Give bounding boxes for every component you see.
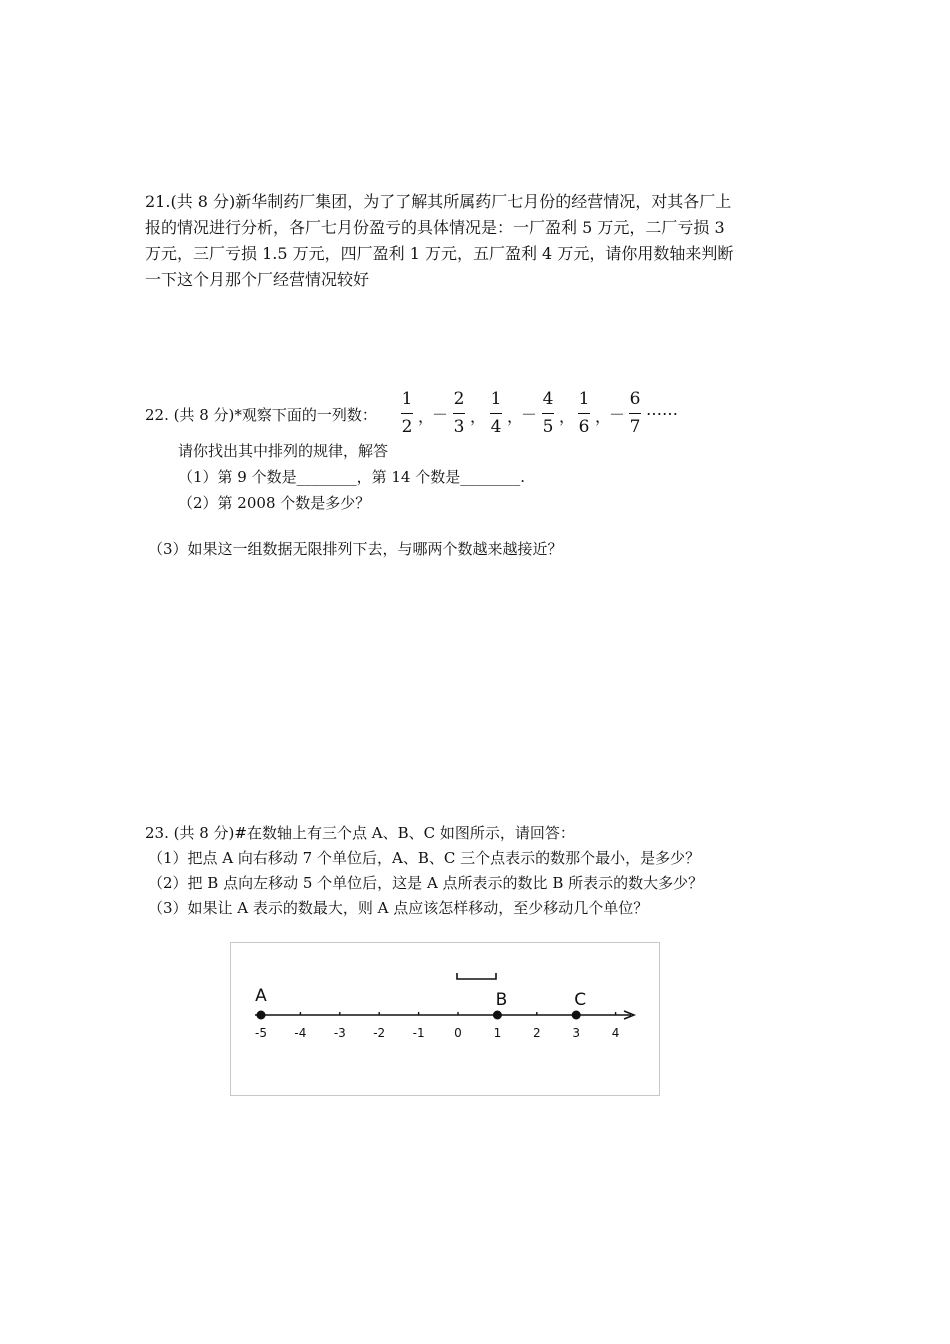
- ellipsis: ……: [646, 400, 678, 419]
- comma: ，: [470, 407, 487, 426]
- number-line-figure: [230, 942, 660, 1096]
- point-b-dot: [493, 1011, 502, 1020]
- tick-label: -3: [333, 1026, 346, 1040]
- tick-label: 2: [532, 1026, 541, 1040]
- tick-label: 3: [572, 1026, 581, 1040]
- q23-part-2: （2）把 B 点向左移动 5 个单位后，这是 A 点所表示的数比 B 所表示的数大多少？: [148, 874, 704, 892]
- tick-label: -4: [294, 1026, 307, 1040]
- q21-line-1: 21.(共 8 分)新华制药厂集团，为了了解其所属药厂七月份的经营情况，对其各厂上: [145, 192, 732, 211]
- tick-label: 0: [454, 1026, 462, 1040]
- tick-label: 1: [493, 1026, 502, 1040]
- point-c-dot: [572, 1011, 581, 1020]
- comma: ，: [418, 407, 435, 426]
- point-b-label: B: [495, 990, 508, 1010]
- number-line: [231, 943, 659, 1095]
- comma: ，: [595, 407, 612, 426]
- unit-bracket: [457, 973, 496, 979]
- point-c-label: C: [574, 990, 587, 1010]
- q21-line-3: 万元，三厂亏损 1.5 万元，四厂盈利 1 万元，五厂盈利 4 万元，请你用数轴来判断: [145, 244, 734, 263]
- q22-part-1: （1）第 9 个数是________，第 14 个数是________.: [178, 468, 526, 486]
- minus-sign: －: [521, 405, 538, 424]
- point-a-label: A: [255, 986, 267, 1006]
- q22-part-3: （3）如果这一组数据无限排列下去，与哪两个数越来越接近？: [148, 540, 563, 558]
- comma: ，: [507, 407, 524, 426]
- q22-part-2: （2）第 2008 个数是多少？: [178, 494, 371, 512]
- tick-label: 4: [611, 1026, 620, 1040]
- q23-heading: 23. (共 8 分)#在数轴上有三个点 A、B、C 如图所示，请回答：: [145, 824, 575, 842]
- q21-line-4: 一下这个月那个厂经营情况较好: [145, 270, 370, 289]
- comma: ，: [559, 407, 576, 426]
- minus-sign: －: [432, 405, 449, 424]
- tick-label: -1: [412, 1026, 425, 1040]
- tick-label: -2: [373, 1026, 386, 1040]
- tick-label: -5: [255, 1026, 267, 1040]
- q23-part-3: （3）如果让 A 表示的数最大，则 A 点应该怎样移动，至少移动几个单位？: [148, 899, 649, 917]
- q21-line-2: 报的情况进行分析，各厂七月份盈亏的具体情况是：一厂盈利 5 万元，二厂亏损 3: [145, 218, 725, 237]
- point-a-dot: [257, 1011, 266, 1020]
- q22-heading: 22. (共 8 分)*观察下面的一列数：: [145, 406, 377, 424]
- minus-sign: －: [609, 405, 626, 424]
- q22-intro: 请你找出其中排列的规律，解答: [178, 442, 389, 460]
- q23-part-1: （1）把点 A 向右移动 7 个单位后，A、B、C 三个点表示的数那个最小，是多少？: [148, 849, 701, 867]
